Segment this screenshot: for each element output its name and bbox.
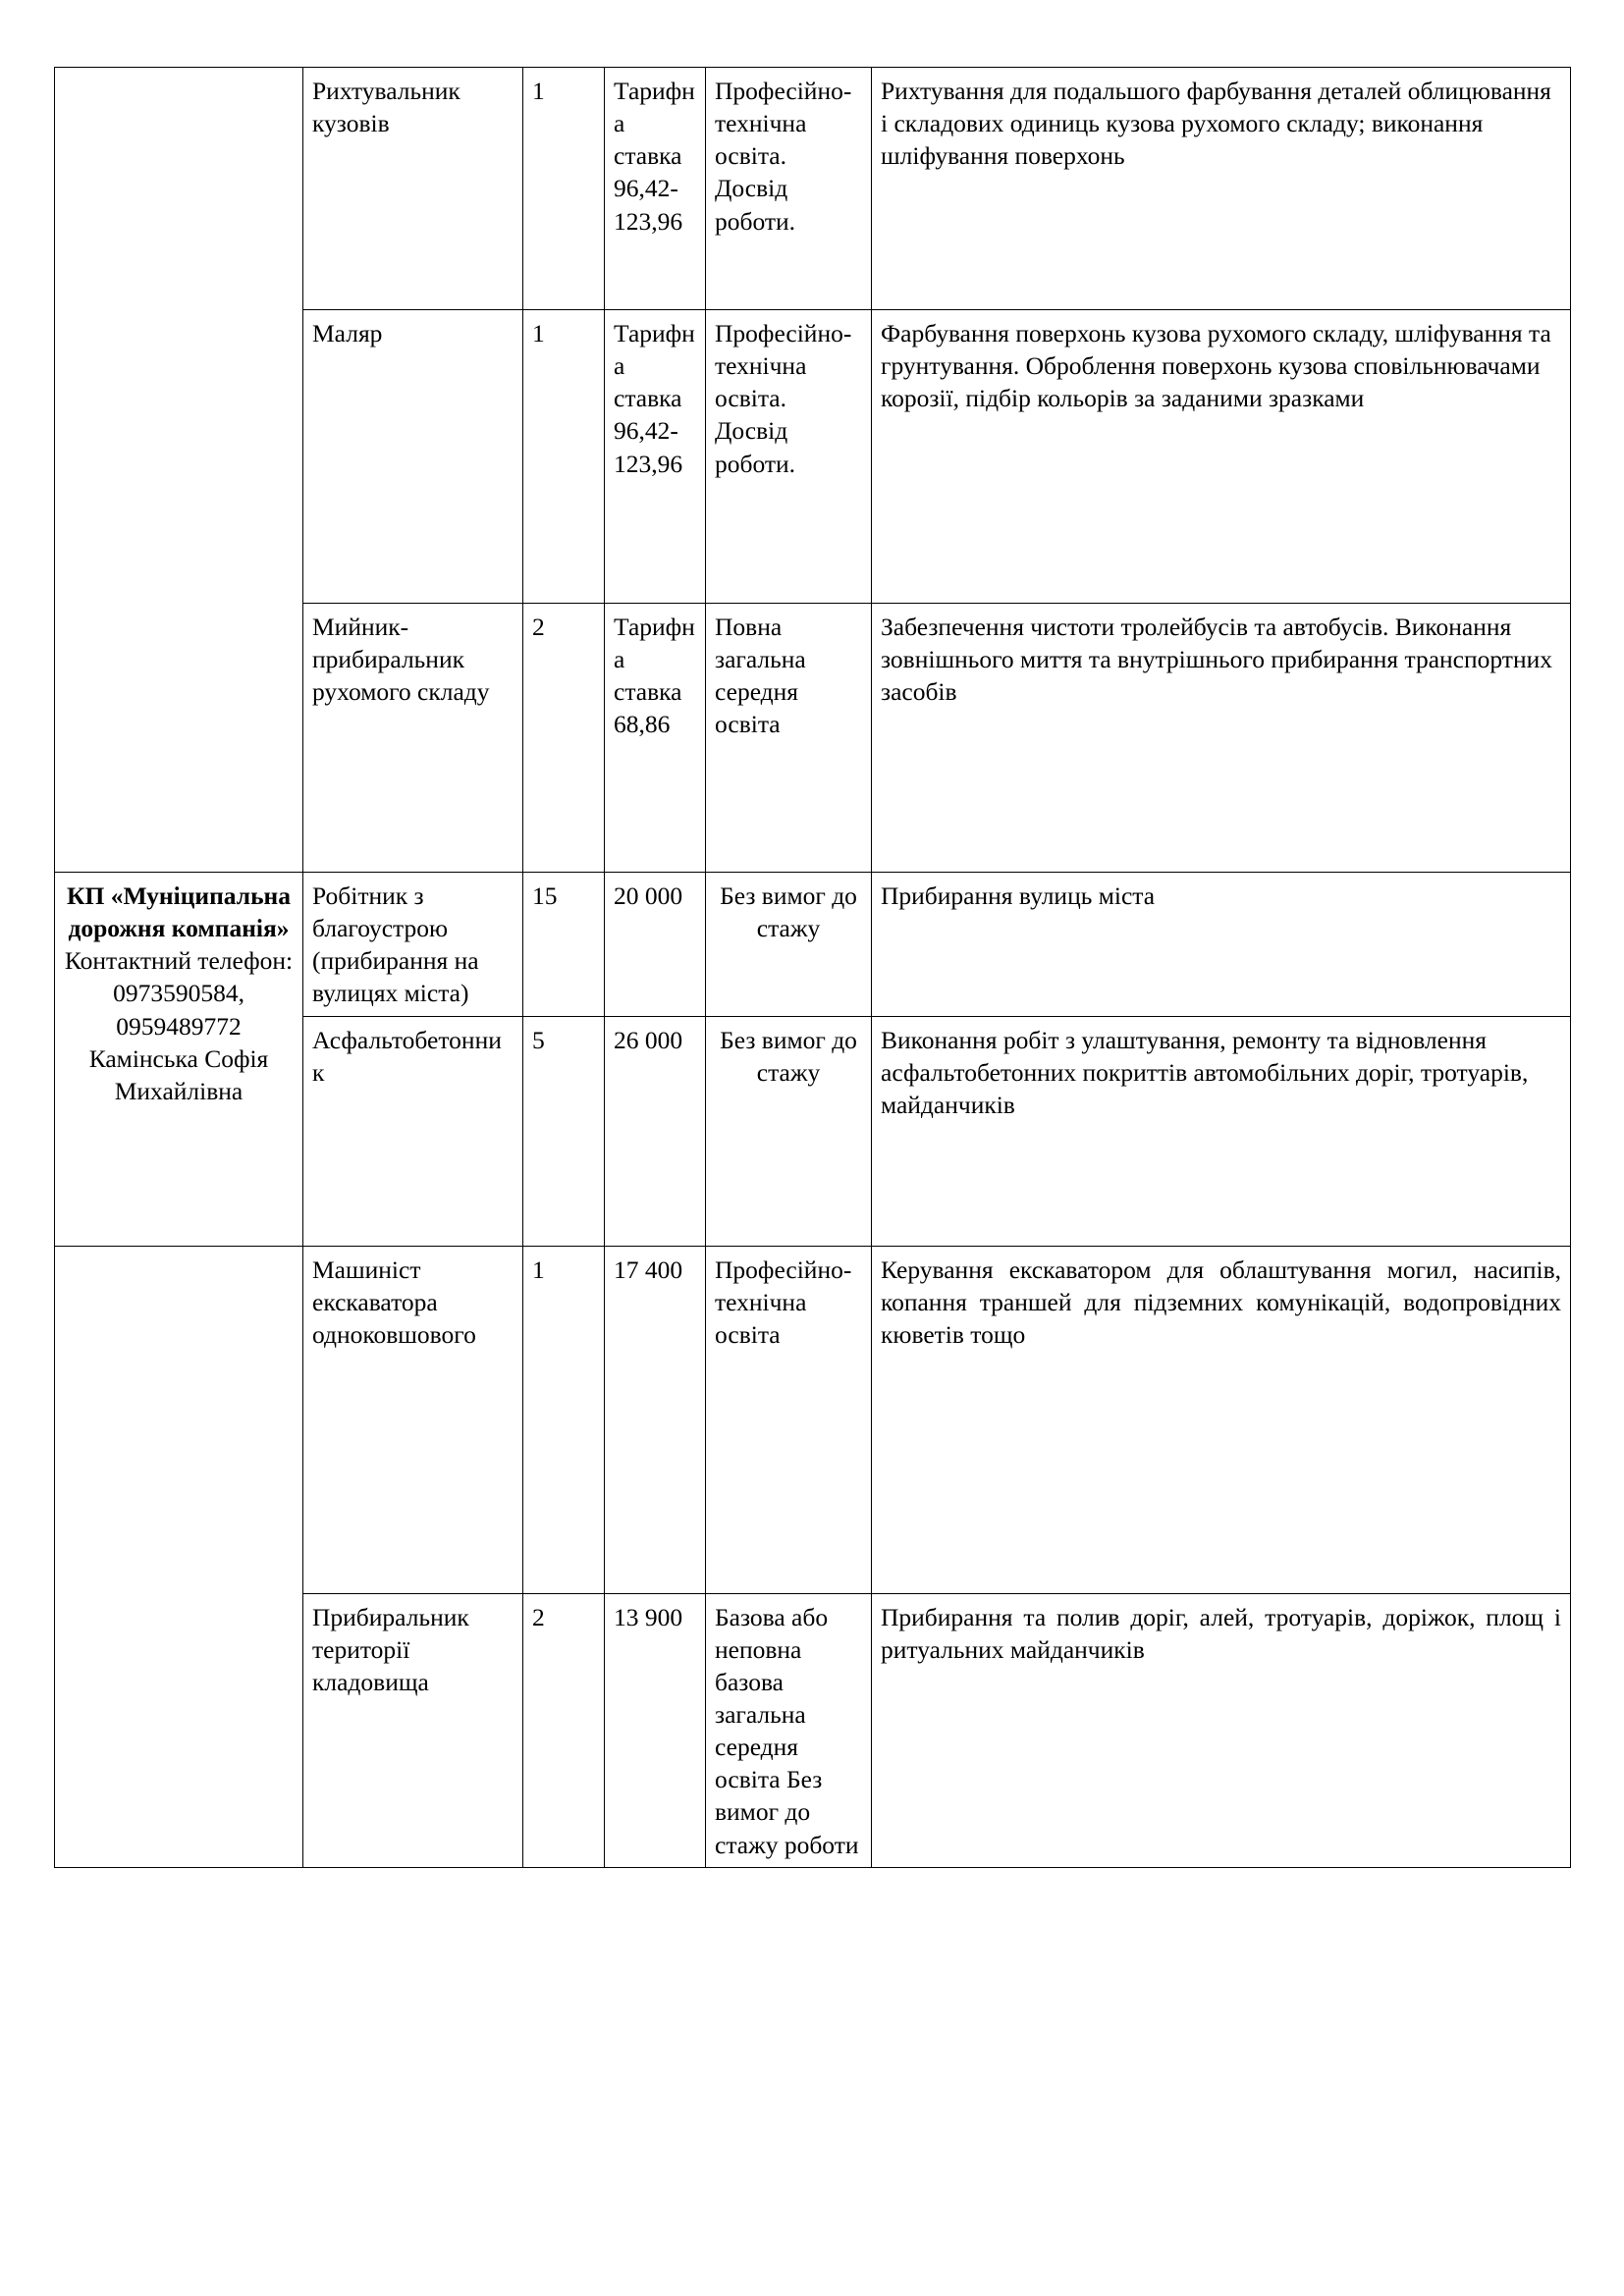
count-cell: 1 <box>523 310 605 604</box>
salary-cell: Тарифна ставка 96,42-123,96 <box>605 68 706 310</box>
position-cell: Мийник-прибиральник рухомого складу <box>303 604 523 873</box>
employer-contact-person-line-2: Михайлівна <box>114 1076 244 1105</box>
count-cell: 2 <box>523 604 605 873</box>
position-cell: Рихтувальник кузовів <box>303 68 523 310</box>
employer-name: КП «Муніципальна дорожня компанія» <box>67 881 291 943</box>
position-cell: Машиніст екскаватора одноковшового <box>303 1246 523 1593</box>
salary-cell: 20 000 <box>605 873 706 1017</box>
count-cell: 5 <box>523 1016 605 1246</box>
count-cell: 1 <box>523 1246 605 1593</box>
duties-cell: Забезпечення чистоти тролейбусів та автобусів. Виконання зовнішнього миття та внутрішнього прибирання транспортних засобів <box>872 604 1571 873</box>
employer-contact-person-line-1: Камінська Софія <box>88 1043 269 1073</box>
employer-phone-2: 0959489772 <box>116 1011 242 1041</box>
duties-cell: Керування екскаватором для облаштування могил, насипів, копання траншей для підземних комунікацій, водопровідних кюветів тощо <box>872 1246 1571 1593</box>
position-cell: Асфальтобетонник <box>303 1016 523 1246</box>
salary-cell: 26 000 <box>605 1016 706 1246</box>
count-cell: 2 <box>523 1593 605 1867</box>
duties-cell: Прибирання та полив доріг, алей, тротуарів, доріжок, площ і ритуальних майданчиків <box>872 1593 1571 1867</box>
education-cell: Повна загальна середня освіта <box>706 604 872 873</box>
salary-cell: Тарифна ставка 68,86 <box>605 604 706 873</box>
table-row <box>55 68 1571 310</box>
education-cell: Без вимог до стажу <box>706 873 872 1017</box>
employer-phone-1: 0973590584, <box>113 979 244 1008</box>
education-cell: Професійно-технічна освіта. Досвід роботи. <box>706 68 872 310</box>
salary-cell: Тарифна ставка 96,42-123,96 <box>605 310 706 604</box>
duties-cell: Рихтування для подальшого фарбування деталей облицювання і складових одиниць кузова рухомого складу; виконання шліфування поверхонь <box>872 68 1571 310</box>
duties-cell: Фарбування поверхонь кузова рухомого складу, шліфування та грунтування. Оброблення поверхонь кузова сповільнювачами корозії, підбір кольорів за заданими зразками <box>872 310 1571 604</box>
table-row <box>55 1246 1571 1593</box>
count-cell: 15 <box>523 873 605 1017</box>
employer-contact-label: Контактний телефон: <box>64 946 294 976</box>
education-cell: Без вимог до стажу <box>706 1016 872 1246</box>
employer-cell-empty <box>55 68 303 873</box>
position-cell: Прибиральник території кладовища <box>303 1593 523 1867</box>
education-cell: Базова або неповна базова загальна середня освіта Без вимог до стажу роботи <box>706 1593 872 1867</box>
position-cell: Робітник з благоустрою (прибирання на вулицях міста) <box>303 873 523 1017</box>
vacancy-table-body <box>55 68 1571 1868</box>
employer-cell-empty <box>55 1246 303 1867</box>
education-cell: Професійно-технічна освіта <box>706 1246 872 1593</box>
salary-cell: 13 900 <box>605 1593 706 1867</box>
duties-cell: Прибирання вулиць міста <box>872 873 1571 1017</box>
position-cell: Маляр <box>303 310 523 604</box>
education-cell: Професійно-технічна освіта. Досвід роботи. <box>706 310 872 604</box>
salary-cell: 17 400 <box>605 1246 706 1593</box>
table-row <box>55 873 1571 1017</box>
employer-cell <box>55 873 303 1247</box>
vacancy-table <box>54 67 1571 1868</box>
duties-cell: Виконання робіт з улаштування, ремонту та відновлення асфальтобетонних покриттів автомобільних доріг, тротуарів, майданчиків <box>872 1016 1571 1246</box>
count-cell: 1 <box>523 68 605 310</box>
